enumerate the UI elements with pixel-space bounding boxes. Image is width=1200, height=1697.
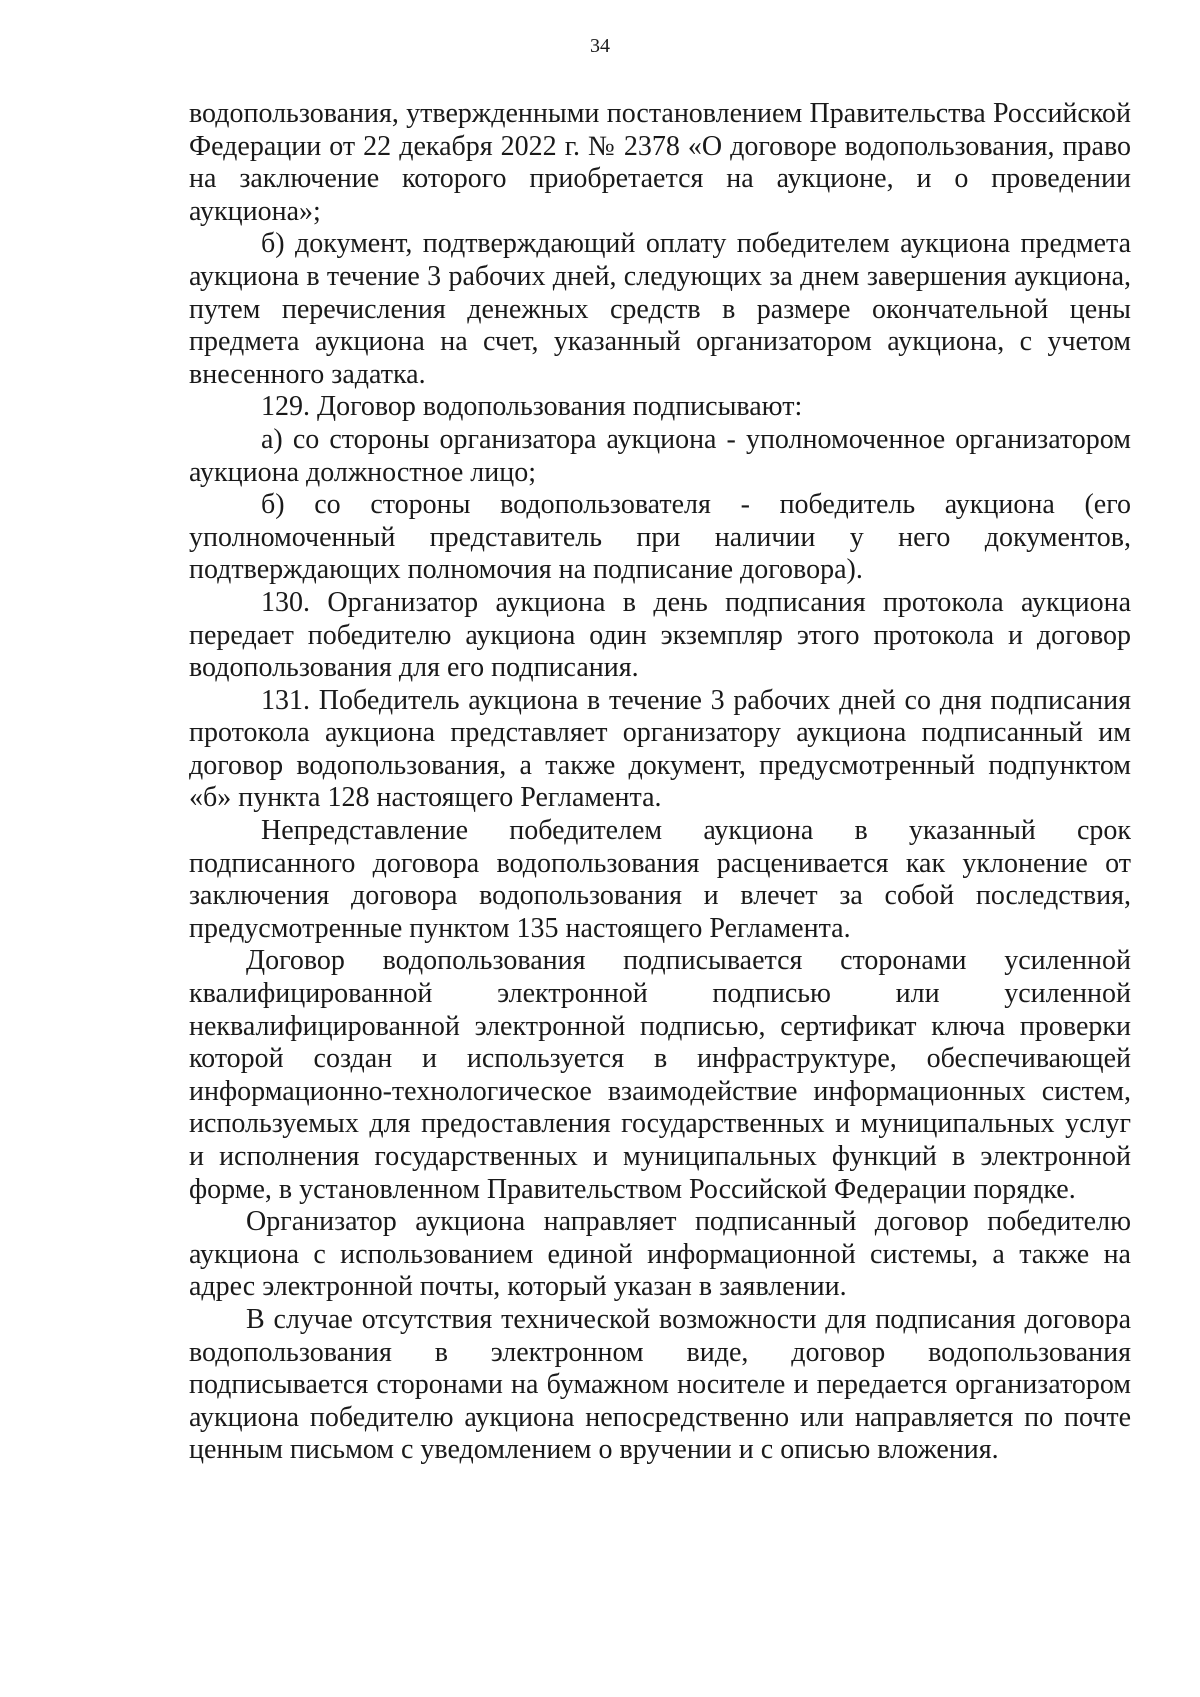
paragraph-129-a: а) со стороны организатора аукциона - уполномоченное организатором аукциона должностное лицо; — [189, 423, 1131, 488]
page-number: 34 — [590, 35, 610, 57]
paragraph-electronic-signature: Договор водопользования подписывается сторонами усиленной квалифицированной электронной подписью или усиленной неквалифицированной электронной подписью, сертификат ключа проверки которой создан и используется в инфраструктуре, обеспечивающей информационно-технологическое взаимодействие информационных систем, используемых для предоставления государственных и муниципальных услуг и исполнения государственных и муниципальных функций в электронной форме, в установленном Правительством Российской Федерации порядке. — [189, 945, 1131, 1205]
paragraph-131: 131. Победитель аукциона в течение 3 рабочих дней со дня подписания протокола аукциона представляет организатору аукциона подписанный им договор водопользования, а также документ, предусмотренный подпунктом «б» пункта 128 настоящего Регламента. — [189, 684, 1131, 814]
paragraph-129-b: б) со стороны водопользователя - победитель аукциона (его уполномоченный представитель при наличии у него документов, подтверждающих полномочия на подписание договора). — [189, 489, 1131, 586]
document-body — [189, 98, 1131, 1467]
paragraph-contract-sending: Организатор аукциона направляет подписанный договор победителю аукциона с использованием единой информационной системы, а также на адрес электронной почты, который указан в заявлении. — [189, 1206, 1131, 1303]
paragraph-129: 129. Договор водопользования подписывают: — [261, 391, 803, 423]
paragraph-continuation: водопользования, утвержденными постановлением Правительства Российской Федерации от 22 декабря 2022 г. № 2378 «О договоре водопользования, право на заключение которого приобретается на аукционе, и о проведении аукциона»; — [189, 98, 1131, 227]
paragraph-paper-signing: В случае отсутствия технической возможности для подписания договора водопользования в электронном виде, договор водопользования подписывается сторонами на бумажном носителе и передается организатором аукциона победителю аукциона непосредственно или направляется по почте ценным письмом с уведомлением о вручении и с описью вложения. — [189, 1303, 1131, 1466]
paragraph-non-submission: Непредставление победителем аукциона в указанный срок подписанного договора водопользования расценивается как уклонение от заключения договора водопользования и влечет за собой последствия, предусмотренные пунктом 135 настоящего Регламента. — [189, 815, 1131, 944]
paragraph-130: 130. Организатор аукциона в день подписания протокола аукциона передает победителю аукциона один экземпляр этого протокола и договор водопользования для его подписания. — [189, 586, 1131, 684]
paragraph-subitem-b-payment: б) документ, подтверждающий оплату победителем аукциона предмета аукциона в течение 3 рабочих дней, следующих за днем завершения аукциона, путем перечисления денежных средств в размере окончательной цены предмета аукциона на счет, указанный организатором аукциона, с учетом внесенного задатка. — [189, 228, 1131, 390]
